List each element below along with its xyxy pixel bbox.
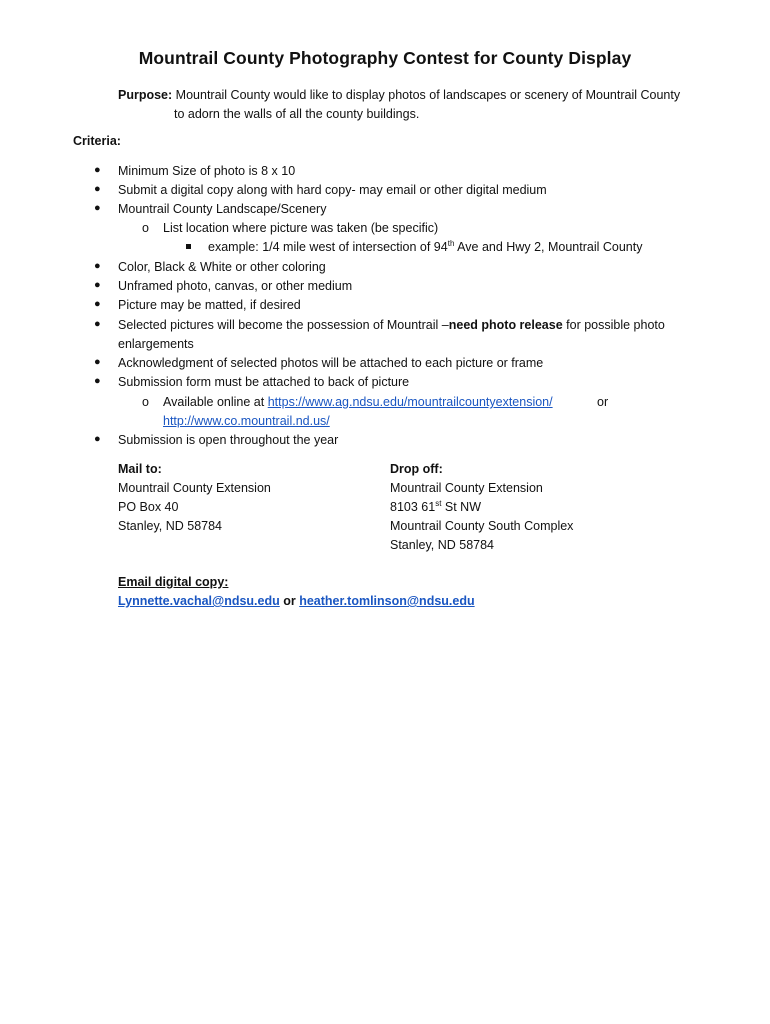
dropoff-line [390,498,573,517]
bullet-icon: ● [94,164,101,176]
criteria-item: Mountrail County Landscape/Scenery [118,202,327,216]
email-line [118,592,475,611]
square-bullet-icon [186,244,191,249]
dropoff-label: Drop off: [390,462,443,476]
extension-link[interactable]: https://www.ag.ndsu.edu/mountrailcountyextension/ [267,395,553,409]
criteria-item: Unframed photo, canvas, or other medium [118,279,353,293]
criteria-item: Minimum Size of photo is 8 x 10 [118,164,296,178]
criteria-item: Color, Black & White or other coloring [118,260,326,274]
criteria-item: Submit a digital copy along with hard copy- may email or other digital medium [118,183,547,197]
c7-text-end: for possible photo [562,318,665,332]
criteria-item: Picture may be matted, if desired [118,298,301,312]
county-link[interactable]: http://www.co.mountrail.nd.us/ [163,414,330,428]
purpose-text: Mountrail County would like to display photos of landscapes or scenery of Mountrail County [175,88,681,102]
sub-bullet-marker: o [142,221,149,235]
purpose-text-cont: to adorn the walls of all the county buildings. [174,107,420,121]
criteria-item: Submission is open throughout the year [118,433,339,447]
email-link-vachal[interactable]: Lynnette.vachal@ndsu.edu [118,594,280,608]
bullet-icon: ● [94,279,101,291]
email-label: Email digital copy: [118,575,229,589]
dropoff-line: Mountrail County South Complex [390,519,574,533]
page-title: Mountrail County Photography Contest for County Display [138,48,632,68]
bullet-icon: ● [94,298,101,310]
dropoff-street-num: 8103 61 [390,500,436,514]
email-block [118,573,475,611]
criteria-item-cont: enlargements [118,337,194,351]
bullet-icon: ● [94,433,101,445]
email-link-tomlinson[interactable]: heather.tomlinson@ndsu.edu [299,594,475,608]
dropoff-address-block [390,460,573,555]
mail-line: PO Box 40 [118,500,179,514]
subsub-text-end: Ave and Hwy 2, Mountrail County [454,240,643,254]
dropoff-line: Stanley, ND 58784 [390,538,494,552]
dropoff-line: Mountrail County Extension [390,481,543,495]
bullet-icon: ● [94,183,101,195]
criteria-subitem: List location where picture was taken (be specific) [163,221,439,235]
c7-text: Selected pictures will become the possession of Mountrail – [118,318,449,332]
criteria-label: Criteria: [73,134,121,148]
available-text: Available online at [163,395,268,409]
c7-bold-text: need photo release [448,318,563,332]
or-text: or [597,395,609,409]
criteria-item: Acknowledgment of selected photos will be attached to each picture or frame [118,356,544,370]
subsub-sup: th [447,238,455,248]
purpose-paragraph [118,86,708,124]
email-or: or [279,594,300,608]
mail-label: Mail to: [118,462,162,476]
purpose-label: Purpose: [118,88,173,102]
subsub-text: example: 1/4 mile west of intersection of 94 [208,240,448,254]
sub-bullet-marker: o [142,395,149,409]
mail-line: Mountrail County Extension [118,481,271,495]
criteria-subitem-cont [163,412,330,431]
mail-address-block [118,460,271,536]
dropoff-street: St NW [441,500,482,514]
bullet-icon: ● [94,260,101,272]
dropoff-sup: st [435,498,442,508]
bullet-icon: ● [94,375,101,387]
criteria-item: Submission form must be attached to back of picture [118,375,410,389]
bullet-icon: ● [94,318,101,330]
mail-line: Stanley, ND 58784 [118,519,222,533]
bullet-icon: ● [94,202,101,214]
criteria-item [118,316,665,335]
criteria-subitem [163,393,553,412]
bullet-icon: ● [94,356,101,368]
criteria-subsubitem [208,238,642,257]
